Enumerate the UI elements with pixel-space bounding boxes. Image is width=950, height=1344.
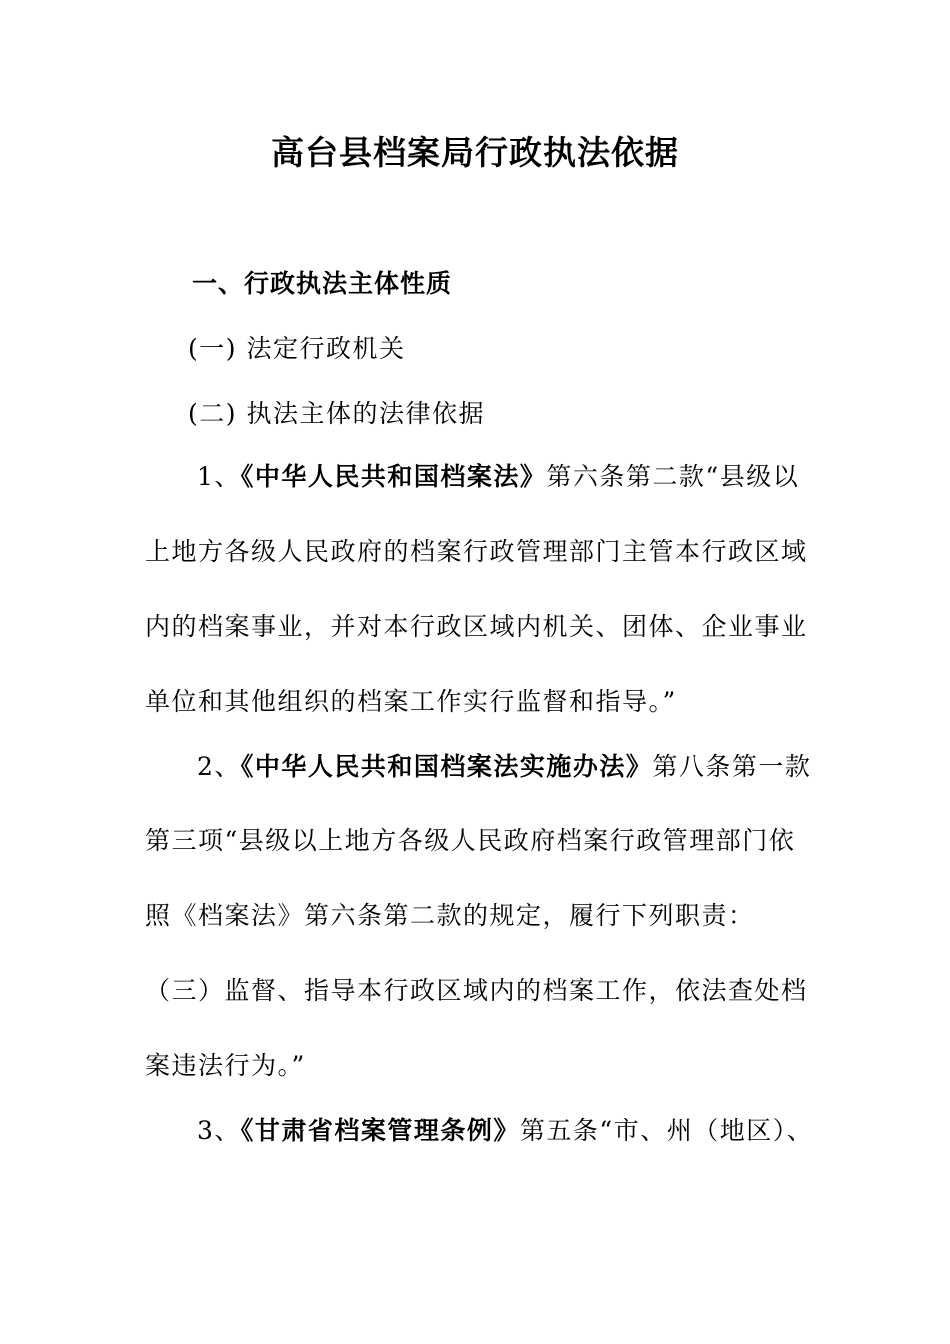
item-3-number: 3、	[197, 1116, 241, 1145]
item-3-line-1	[197, 1111, 813, 1151]
item-1-line-1-text: 第六条第二款“县级以	[546, 462, 800, 491]
item-1-line-4: 单位和其他组织的档案工作实行监督和指导。”	[145, 687, 677, 716]
item-2-line-3: 照《档案法》第六条第二款的规定，履行下列职责：	[145, 901, 755, 930]
item-3-line-1-text: 第五条“市、州（地区）、	[519, 1116, 814, 1145]
item-2-line-1-text: 第八条第一款	[652, 752, 812, 781]
item-1-law-title: 《中华人民共和国档案法》	[240, 462, 547, 491]
item-3-law-title: 《甘肃省档案管理条例》	[240, 1116, 520, 1145]
item-2-line-1	[197, 747, 811, 787]
item-1-line-3: 内的档案事业，并对本行政区域内机关、团体、企业事业	[145, 612, 808, 641]
item-1-line-2: 上地方各级人民政府的档案行政管理部门主管本行政区域	[145, 537, 808, 566]
section-heading: 一、行政执法主体性质	[192, 269, 453, 298]
subsection-2: (二) 执法主体的法律依据	[188, 399, 485, 428]
item-2-line-5: 案违法行为。”	[145, 1051, 306, 1080]
subsection-1: (一) 法定行政机关	[188, 334, 406, 363]
item-2-line-2: 第三项“县级以上地方各级人民政府档案行政管理部门依	[145, 826, 796, 855]
item-2-number: 2、	[197, 752, 241, 781]
document-title: 高台县档案局行政执法依据	[271, 133, 679, 172]
item-2-law-title: 《中华人民共和国档案法实施办法》	[240, 752, 653, 781]
item-1-line-1	[197, 457, 799, 497]
item-2-line-4: （三）监督、指导本行政区域内的档案工作，依法查处档	[145, 976, 808, 1005]
item-1-number: 1、	[197, 462, 241, 491]
